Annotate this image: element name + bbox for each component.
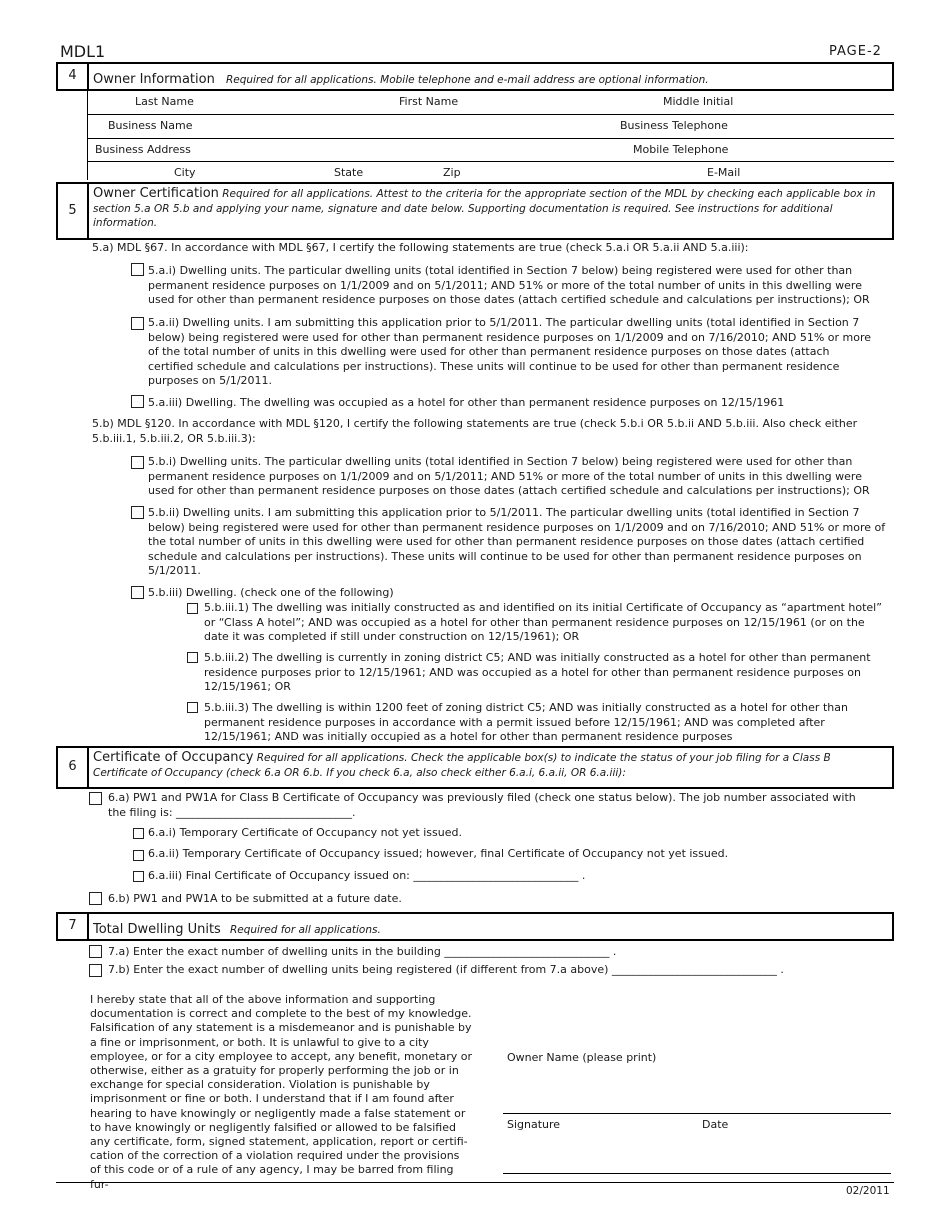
checkbox-5b-iii-1[interactable]	[187, 603, 198, 614]
item-5a-ii-text: I am submitting this application prior to 5/1/2011. The particular dwelling units (total identified in Section 7 below) being registered were used for other than permanent residence purposes on 1/1/2009 and on 7/16/2010; AND 51% or more of the total number of units in this dwelling were used for other than permanent residence purposes on those dates (attach certified schedule and calculations per instructions). These units will continue to be used for other than permanent residence purposes on 5/1/2011.	[148, 316, 872, 387]
owner-name-label: Owner Name (please print)	[507, 1051, 657, 1064]
signature-label: Signature	[507, 1118, 561, 1131]
checkbox-5b-iii-2[interactable]	[187, 652, 198, 663]
item-5a-ii	[148, 316, 878, 389]
item-5a-i-text: The particular dwelling units (total identified in Section 7 below) being registered were used for other than permanent residence purposes on 1/1/2009 and on 5/1/2011; AND 51% or more of the total number of units in this dwelling were used for other than permanent residence purposes on those dates (attach certified schedule and calculations per instructions); OR	[148, 264, 870, 306]
first-name-label: First Name	[399, 95, 459, 108]
item-5b-ii	[148, 506, 888, 579]
section-5-number: 5	[68, 203, 77, 218]
item-5b-iii	[148, 586, 748, 601]
date-field[interactable]	[700, 1132, 891, 1172]
page-number: PAGE-2	[829, 44, 882, 59]
item-5b-iii-2: 5.b.iii.2) The dwelling is currently in zoning district C5; AND was initially constructed as a hotel for other than permanent residence purposes prior to 12/15/1961; AND was occupied as a hotel for other than permanent residence purposes on 12/15/1961; OR	[204, 651, 871, 693]
item-7a: 7.a) Enter the exact number of dwelling units in the building ______________________________ .	[108, 945, 617, 958]
signature-field[interactable]	[503, 1132, 693, 1172]
item-6a-iii: 6.a.iii) Final Certificate of Occupancy issued on: ______________________________ .	[148, 869, 586, 882]
business-telephone-label: Business Telephone	[620, 119, 728, 132]
item-5a-i	[148, 264, 888, 308]
zip-label: Zip	[443, 166, 461, 179]
checkbox-7b[interactable]	[89, 964, 102, 977]
checkbox-5b-iii-3[interactable]	[187, 702, 198, 713]
state-label: State	[334, 166, 364, 179]
section-5a-intro: 5.a) MDL §67. In accordance with MDL §67, I certify the following statements are true (check 5.a.i OR 5.a.ii AND 5.a.iii):	[92, 241, 749, 254]
business-address-label: Business Address	[95, 143, 191, 156]
item-5b-iii-3: 5.b.iii.3) The dwelling is within 1200 feet of zoning district C5; AND was initially constructed as a hotel for other than permanent residence purposes in accordance with a permit issued before 12/15/1961; AND was completed after 12/15/1961; AND was initially occupied as a hotel for other than permanent residence purposes	[204, 701, 848, 743]
section-5-note: Required for all applications. Attest to the criteria for the appropriate section of the MDL by checking each applicable box in section 5.a OR 5.b and applying your name, signature and date below. Supporting documentation is required. See instructions for additional information.	[93, 188, 876, 229]
item-5a-ii-title: 5.a.ii) Dwelling units.	[148, 316, 265, 329]
section-4-title: Owner Information	[93, 72, 215, 87]
checkbox-5a-i[interactable]	[131, 263, 144, 276]
item-5b-iii-title: 5.b.iii) Dwelling.	[148, 586, 237, 599]
section-6-number: 6	[68, 759, 77, 774]
item-5b-i	[148, 455, 890, 499]
item-5b-i-title: 5.b.i) Dwelling units.	[148, 455, 262, 468]
checkbox-6a-iii[interactable]	[133, 871, 144, 882]
checkbox-5a-iii[interactable]	[131, 395, 144, 408]
section-5-title: Owner Certification	[93, 186, 219, 201]
form-id: MDL1	[60, 42, 106, 61]
revision-date: 02/2011	[846, 1185, 890, 1197]
date-label: Date	[702, 1118, 729, 1131]
city-label: City	[174, 166, 196, 179]
checkbox-5b-iii[interactable]	[131, 586, 144, 599]
last-name-label: Last Name	[135, 95, 194, 108]
checkbox-6a-i[interactable]	[133, 828, 144, 839]
section-6-title: Certificate of Occupancy	[93, 750, 254, 765]
section-7-title: Total Dwelling Units	[93, 922, 221, 937]
item-5b-iii-1: 5.b.iii.1) The dwelling was initially constructed as and identified on its initial Certificate of Occupancy as “apartment hotel” or “Class A hotel”; AND was occupied as a hotel for other than permanent residence purposes on 12/15/1961 (or on the date it was completed if still under construction on 12/15/1961); OR	[204, 601, 882, 643]
item-6a-i: 6.a.i) Temporary Certificate of Occupancy not yet issued.	[148, 826, 462, 839]
footer-rule	[56, 1182, 894, 1183]
section-4-heading	[93, 68, 709, 87]
checkbox-6b[interactable]	[89, 892, 102, 905]
item-5a-iii-title: 5.a.iii) Dwelling.	[148, 396, 237, 409]
item-5a-iii-text: The dwelling was occupied as a hotel for other than permanent residence purposes on 12/15/1961	[236, 396, 785, 409]
item-7b: 7.b) Enter the exact number of dwelling units being registered (if different from 7.a above) ______________________________ .	[108, 963, 784, 976]
checkbox-7a[interactable]	[89, 945, 102, 958]
attestation-text: I hereby state that all of the above information and supporting documentation is correct and complete to the best of my knowledge. Falsification of any statement is a misdemeanor and is punishable by a fine or imprisonment, or both. It is unlawful to give to a city employee, or for a city employee to accept, any benefit, monetary or otherwise, either as a gratuity for properly performing the job or in exchange for special consideration. Violation is punishable by imprisonment or fine or both. I understand that if I am found after hearing to have knowingly or negligently made a false statement or to have knowingly or negligently falsified or allowed to be falsified any certificate, form, signed statement, application, report or certifi-cation of the correction of a violation required under the provisions of this code or of a rule of any agency, I may be barred from filing fur-	[90, 993, 473, 1191]
section-6-heading	[93, 751, 883, 780]
checkbox-5b-ii[interactable]	[131, 506, 144, 519]
section-4-note: Required for all applications. Mobile telephone and e-mail address are optional information.	[225, 74, 709, 86]
item-5b-ii-title: 5.b.ii) Dwelling units.	[148, 506, 265, 519]
checkbox-5a-ii[interactable]	[131, 317, 144, 330]
section-5b-intro: 5.b) MDL §120. In accordance with MDL §120, I certify the following statements are true (check 5.b.i OR 5.b.ii AND 5.b.iii. Also check either 5.b.iii.1, 5.b.iii.2, OR 5.b.iii.3):	[92, 417, 858, 445]
checkbox-6a[interactable]	[89, 792, 102, 805]
email-label: E-Mail	[707, 166, 741, 179]
item-5a-iii	[148, 396, 888, 411]
item-5b-iii-text: (check one of the following)	[236, 586, 394, 599]
item-5a-i-title: 5.a.i) Dwelling units.	[148, 264, 261, 277]
section-7-note: Required for all applications.	[229, 924, 381, 936]
checkbox-5b-i[interactable]	[131, 456, 144, 469]
section-7-heading	[93, 918, 381, 937]
section-5-heading	[93, 187, 889, 231]
middle-initial-label: Middle Initial	[663, 95, 734, 108]
item-5b-ii-text: I am submitting this application prior to 5/1/2011. The particular dwelling units (total identified in Section 7 below) being registered were used for other than permanent residence purposes on 1/1/2009 and on 7/16/2010; AND 51% or more of the total number of units in this dwelling were used for other than permanent residence purposes on those dates (attach certified schedule and calculations per instructions). These units will continue to be used for other than permanent residence purposes on 5/1/2011.	[148, 506, 886, 577]
item-5b-i-text: The particular dwelling units (total identified in Section 7 below) being registered were used for other than permanent residence purposes on 1/1/2009 and on 5/1/2011; AND 51% or more of the total number of units in this dwelling were used for other than permanent residence purposes on those dates (attach certified schedule and calculations per instructions); OR	[148, 455, 870, 497]
owner-name-field[interactable]	[503, 1066, 891, 1112]
mobile-telephone-label: Mobile Telephone	[633, 143, 729, 156]
section-4-number: 4	[68, 68, 77, 83]
item-6a: 6.a) PW1 and PW1A for Class B Certificate of Occupancy was previously filed (check one status below). The job number associated with the filing is: ________________________________.	[108, 791, 856, 819]
business-name-label: Business Name	[108, 119, 193, 132]
item-6a-ii: 6.a.ii) Temporary Certificate of Occupancy issued; however, final Certificate of Occupancy not yet issued.	[148, 847, 729, 860]
section-6-note: Required for all applications. Check the applicable box(s) to indicate the status of your job filing for a Class B Certificate of Occupancy (check 6.a OR 6.b. If you check 6.a, also check either 6.a.i, 6.a.ii, OR 6.a.iii):	[93, 752, 831, 779]
checkbox-6a-ii[interactable]	[133, 850, 144, 861]
section-7-number: 7	[68, 918, 77, 933]
item-6b: 6.b) PW1 and PW1A to be submitted at a future date.	[108, 892, 402, 905]
